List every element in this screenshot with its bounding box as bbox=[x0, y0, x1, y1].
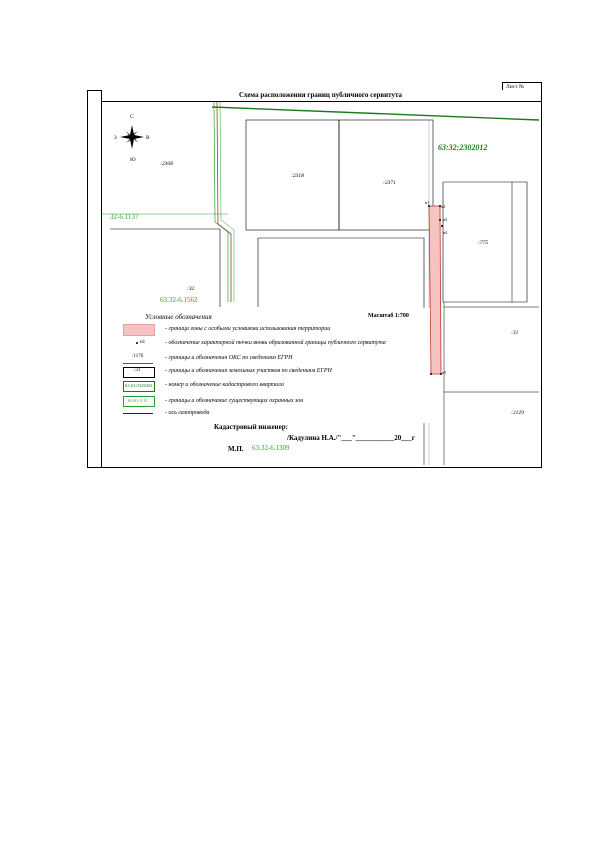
legend-label-gas-axis: - ось газопровода bbox=[165, 410, 210, 416]
legend-symbol-protect-zone-text: 63:01-5.11 bbox=[128, 398, 148, 403]
label-parcel-32: :32 bbox=[187, 286, 195, 292]
scale-label: Масштаб 1:700 bbox=[368, 313, 409, 319]
servitude-zone bbox=[429, 206, 441, 374]
legend-label-oks: - границы и обозначения ОКС по сведениям ЕГРН bbox=[165, 355, 293, 361]
zone-boundary-left-2 bbox=[220, 102, 234, 302]
point-label-n3: н3 bbox=[443, 217, 448, 222]
compass-north: С bbox=[130, 114, 134, 120]
label-zone-top-left: 32-6.1137 bbox=[110, 213, 139, 221]
point-n6 bbox=[430, 373, 432, 375]
label-zone-mid: 63:32-6.1562 bbox=[160, 296, 198, 304]
label-parcel-2368: :2368 bbox=[160, 161, 173, 167]
legend-symbol-point-dot bbox=[136, 342, 138, 344]
legend-symbol-gas-axis bbox=[123, 413, 153, 414]
oks-line bbox=[217, 102, 231, 302]
label-parcel-31: :31 bbox=[511, 330, 519, 336]
legend-label-protect-zone: - границы и обозначение существующих охранных зон bbox=[165, 398, 304, 404]
label-parcel-775: :775 bbox=[478, 240, 489, 246]
label-quarter-main: 63:32:2302012 bbox=[438, 143, 488, 152]
legend-symbol-protect-zone bbox=[123, 396, 155, 407]
engineer-name-line: /Кадулина Н.А./"___"___________20___г bbox=[287, 434, 415, 442]
legend-label-quarter: - номер и обозначение кадастрового квартала bbox=[165, 382, 284, 388]
legend-symbol-oks bbox=[123, 354, 153, 364]
legend-symbol-oks-text: :1176 bbox=[132, 354, 144, 359]
compass-west: З bbox=[114, 135, 117, 141]
label-zone-bottom: 63:32-6.1309 bbox=[252, 444, 290, 452]
point-n3 bbox=[439, 219, 441, 221]
label-parcel-2371: :2371 bbox=[383, 180, 396, 186]
point-n4 bbox=[441, 225, 443, 227]
point-n1 bbox=[428, 205, 430, 207]
point-label-n4: н4 bbox=[443, 230, 448, 235]
legend-symbol-point: н1 bbox=[140, 340, 146, 345]
legend-symbol-zone bbox=[123, 324, 155, 336]
legend-symbol-quarter bbox=[123, 381, 155, 392]
parcel-1066 bbox=[258, 238, 424, 307]
legend-symbol-parcel-text: :31 bbox=[134, 368, 141, 373]
point-label-n5: н5 bbox=[442, 370, 447, 375]
legend-label-point: - обозначение характерной точки вновь образованной границы публичного сервитута bbox=[165, 340, 386, 346]
label-parcel-2129: :2129 bbox=[511, 410, 524, 416]
stamp-label: М.П. bbox=[228, 445, 244, 453]
legend-symbol-parcel bbox=[123, 367, 155, 378]
quarter-boundary-line bbox=[212, 107, 539, 120]
legend-label-zone: - граница зоны с особыми условиями использования территории bbox=[165, 326, 331, 332]
legend-symbol-quarter-text: 63:01:0345002 bbox=[125, 383, 153, 388]
legend-label-parcel: - границы и обозначения земельных участков по сведениям ЕГРН bbox=[165, 368, 332, 374]
parcel-2371 bbox=[339, 120, 433, 230]
sheet-number-label: Лист № bbox=[506, 84, 525, 90]
legend-heading: Условные обозначения bbox=[145, 313, 212, 321]
label-parcel-2318: :2318 bbox=[291, 173, 304, 179]
point-label-n2: н2 bbox=[441, 204, 446, 209]
compass-rose bbox=[120, 125, 144, 149]
compass-east: В bbox=[146, 135, 150, 141]
page-title: Схема расположения границ публичного сервитута bbox=[238, 91, 403, 99]
point-label-n1: н1 bbox=[425, 200, 430, 205]
engineer-heading: Кадастровый инженер: bbox=[214, 423, 288, 431]
compass-south: Ю bbox=[130, 157, 136, 163]
